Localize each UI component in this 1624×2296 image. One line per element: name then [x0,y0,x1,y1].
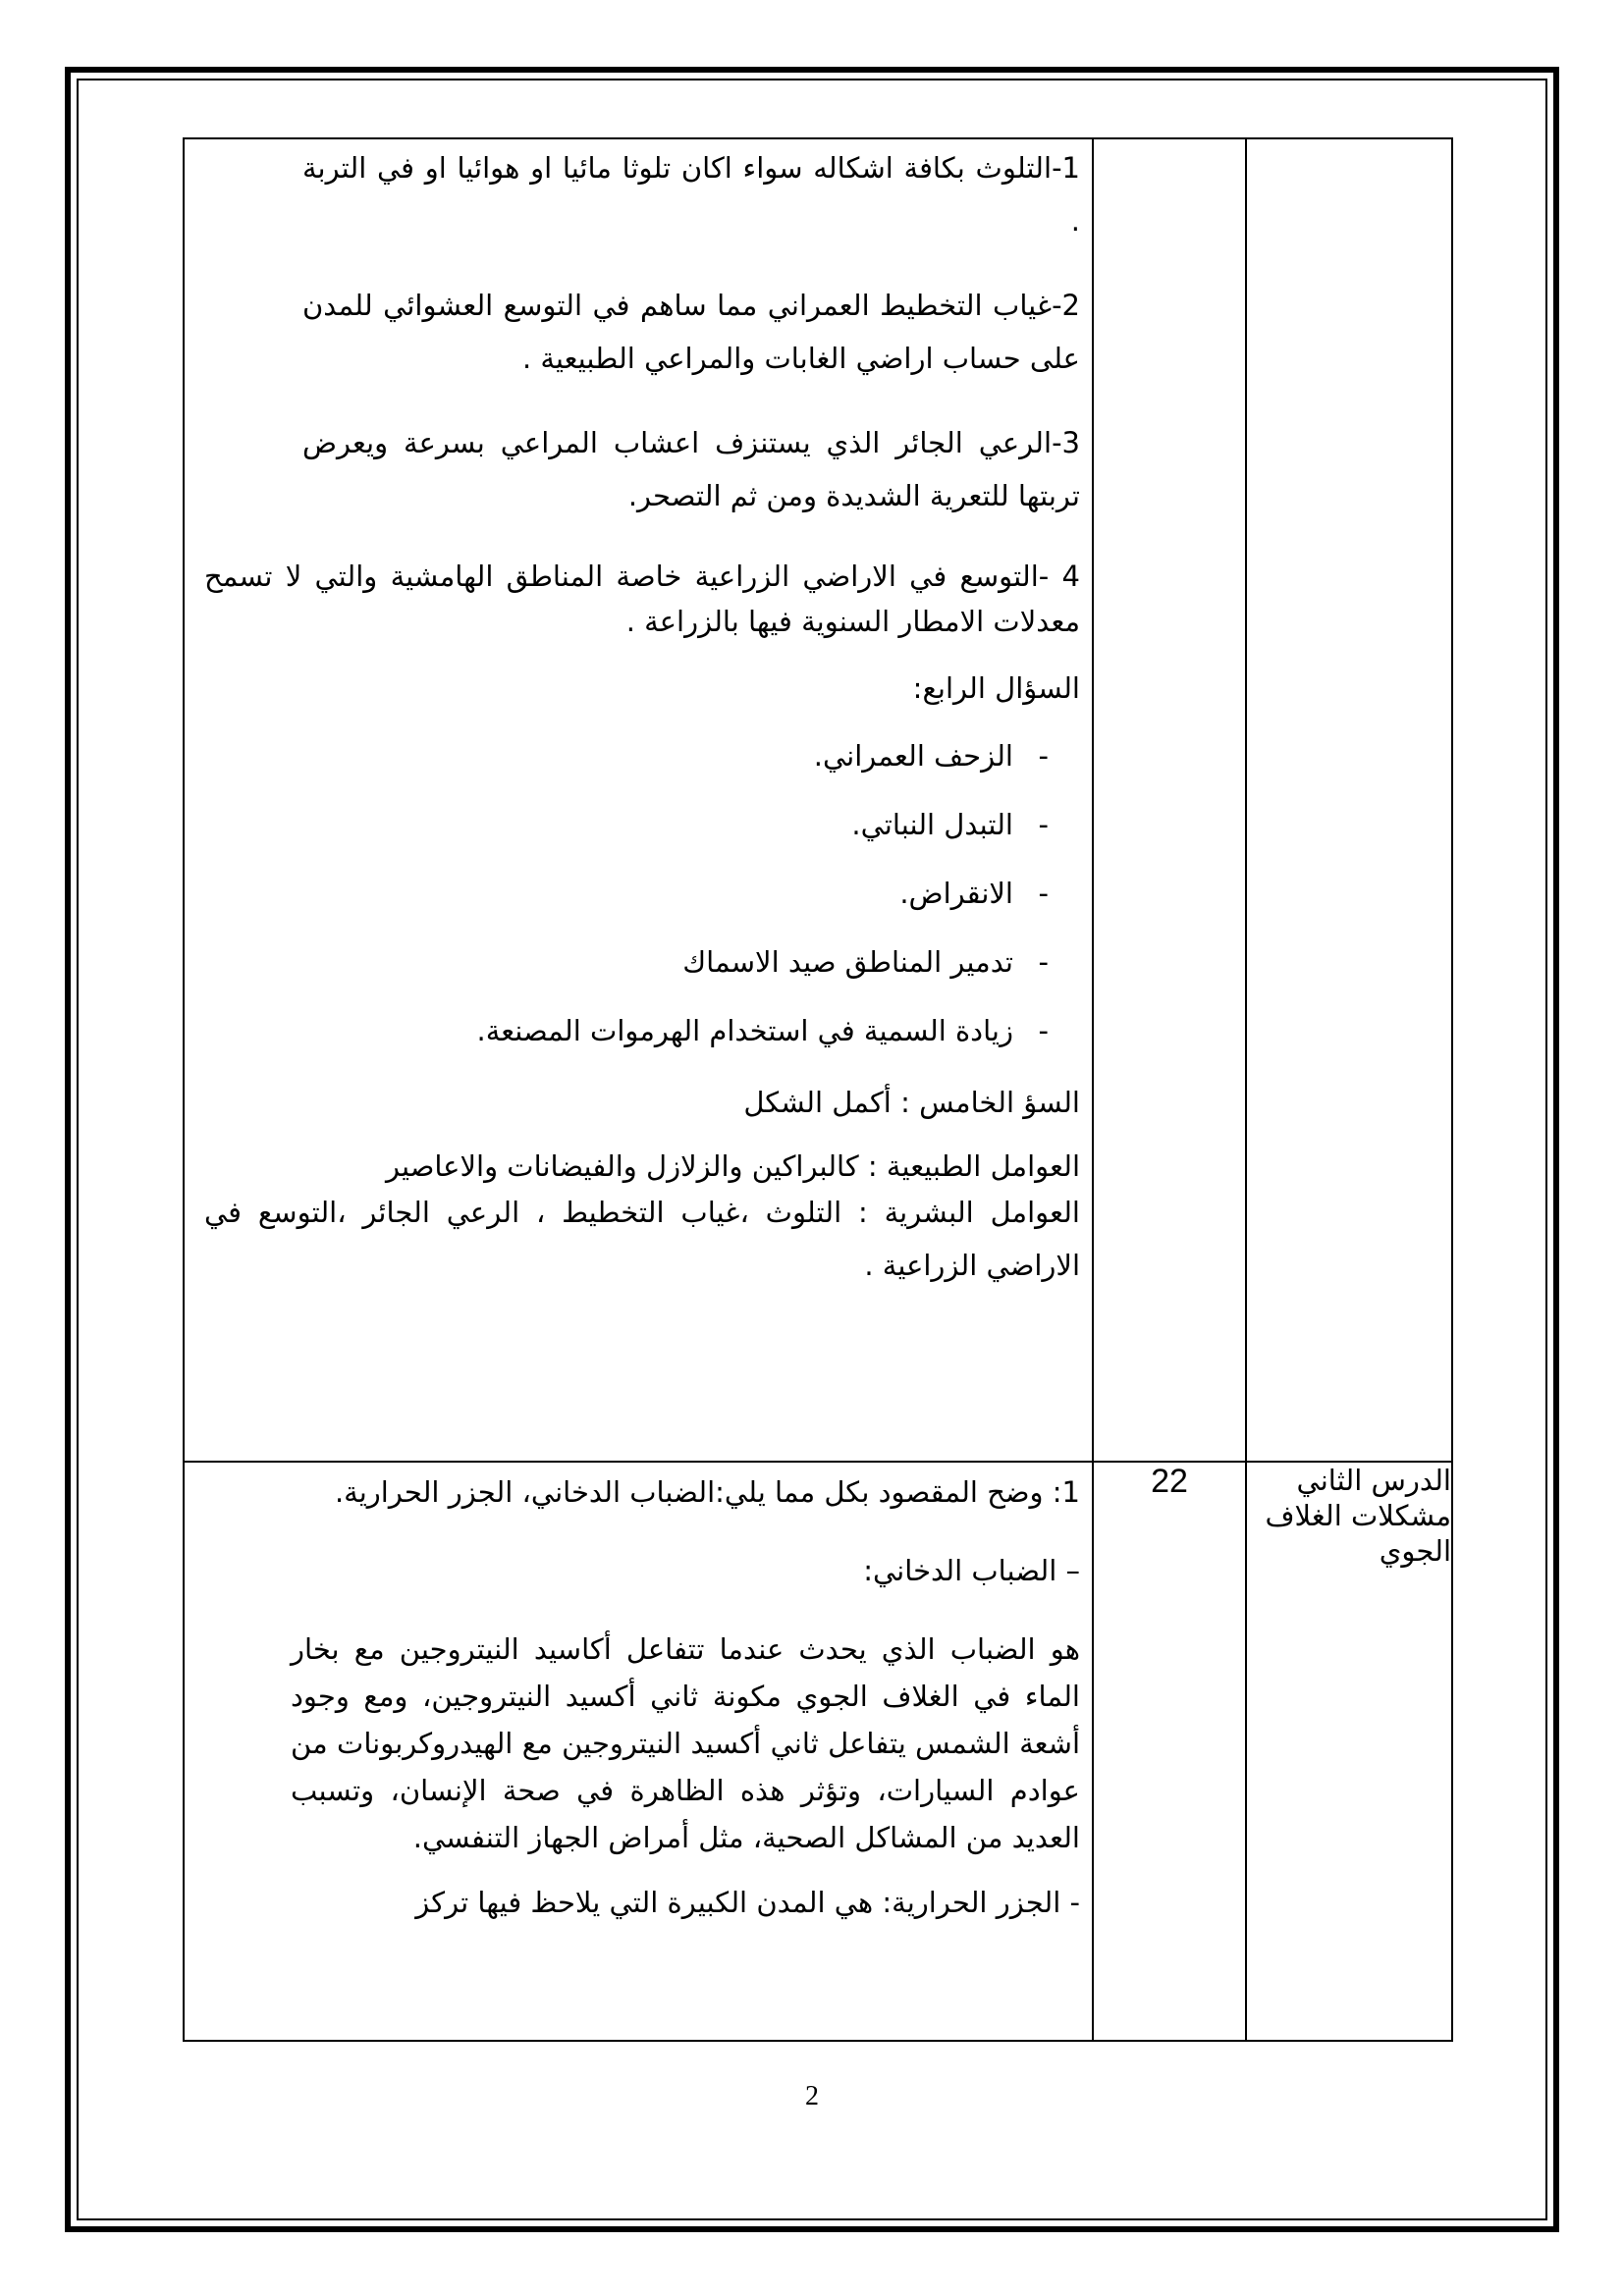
table-row [184,138,1452,1462]
list-item: - التبدل النباتي. [204,801,1049,848]
lesson-title-cell: الدرس الثاني مشكلات الغلاف الجوي [1246,1462,1452,2041]
page-number-cell: 22 [1093,1462,1246,2041]
page-number: 2 [805,2081,819,2111]
cause-2: 2-غياب التخطيط العمراني مما ساهم في التوسع العشوائي للمدن على حساب اراضي الغابات والمراعي الطبيعية . [302,289,1080,375]
answers-table [183,137,1453,2042]
list-item: - تدمير المناطق صيد الاسماك [204,938,1049,986]
content-cell [184,1462,1093,2041]
natural-factors: العوامل الطبيعية : كالبراكين والزلازل والفيضانات والاعاصير [385,1149,1080,1183]
smog-title: – الضباب الدخاني: [863,1554,1080,1587]
question-1: 1: وضح المقصود بكل مما يلي:الضباب الدخاني، الجزر الحرارية. [334,1475,1080,1509]
heat-island-definition: - الجزر الحرارية: هي المدن الكبيرة التي يلاحظ فيها تركز [415,1886,1080,1919]
cause-3: 3-الرعي الجائر الذي يستنزف اعشاب المراعي بسرعة ويعرض تربتها للتعرية الشديدة ومن ثم التصحر. [302,426,1080,512]
question-5-title: السؤ الخامس : أكمل الشكل [743,1086,1080,1119]
cause-4: 4 -التوسع في الاراضي الزراعية خاصة المناطق الهامشية والتي لا تسمح معدلات الامطار السنوية فيها بالزراعة . [204,560,1080,638]
question-4-list [204,732,1080,1054]
table-row [184,1462,1452,2041]
question-4-title: السؤال الرابع: [912,671,1080,705]
lesson-cell [1246,138,1452,1462]
page-number-cell [1093,138,1246,1462]
list-item: - الزحف العمراني. [204,732,1049,779]
content-cell [184,138,1093,1462]
list-item: - زيادة السمية في استخدام الهرموات المصنعة. [204,1007,1049,1054]
list-item: - الانقراض. [204,870,1049,917]
smog-definition: هو الضباب الذي يحدث عندما تتفاعل أكاسيد النيتروجين مع بخار الماء في الغلاف الجوي مكونة ثاني أكسيد النيتروجين، ومع وجود أشعة الشمس يتفاعل ثاني أكسيد النيتروجين مع الهيدروكربونات من عوادم السيارات، وتؤثر هذه الظاهرة في صحة الإنسان، وتسبب العديد من المشاكل الصحية، مثل أمراض الجهاز التنفسي. [291,1632,1080,1854]
human-factors: العوامل البشرية : التلوث ،غياب التخطيط ، الرعي الجائر ،التوسع في الاراضي الزراعية . [204,1196,1080,1282]
cause-1: 1-التلوث بكافة اشكاله سواء اكان تلوثا مائيا او هوائيا او في التربة . [302,151,1080,238]
